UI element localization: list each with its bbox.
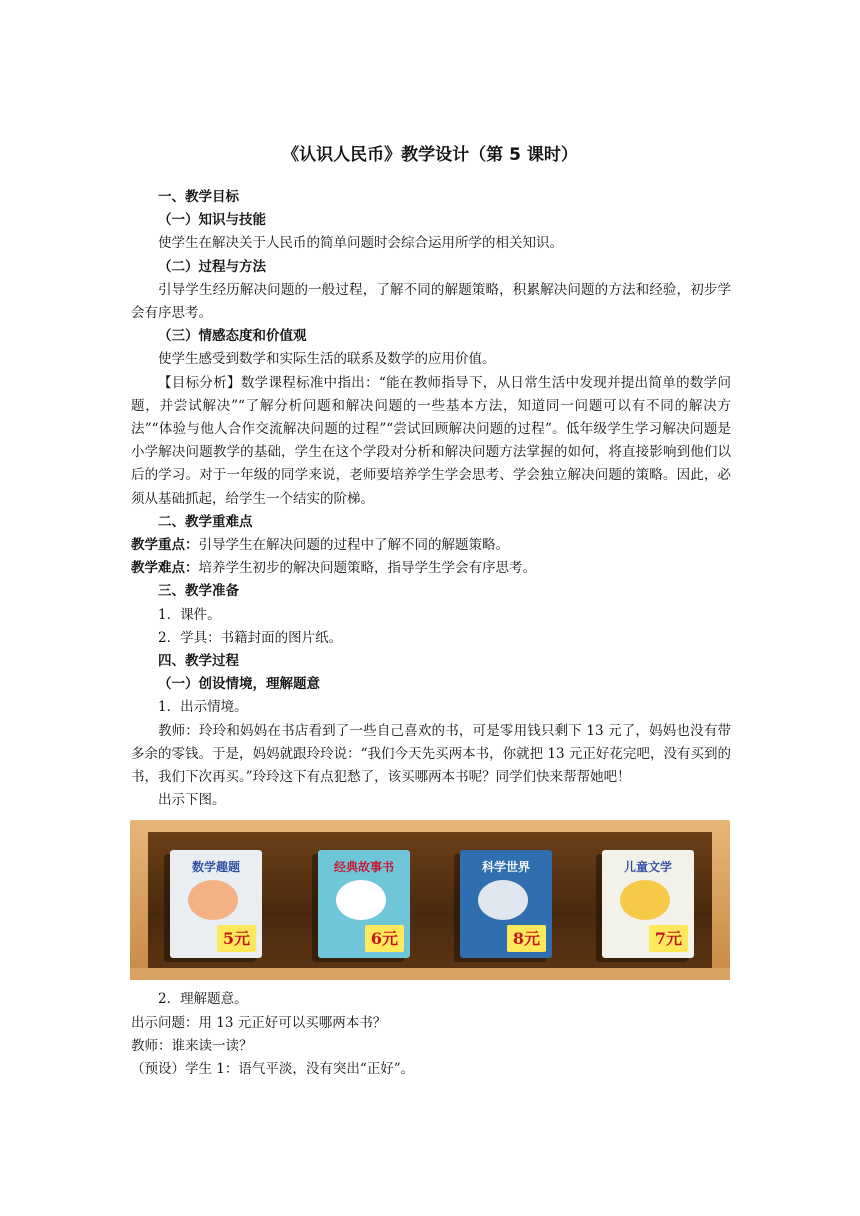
bookshelf-base — [130, 968, 730, 980]
cover-illustration-icon — [478, 880, 528, 920]
section-heading: 二、教学重难点 — [158, 513, 253, 530]
paragraph: 【目标分析】数学课程标准中指出：“能在教师指导下，从日常生活中发现并提出简单的数学问题，并尝试解决”“了解分析问题和解决问题的一些基本方法，知道同一问题可以有不同的解决方法”“体验与他人合作交流解决问题的过程”“尝试回顾解决问题的过程”。低年级学生学习解决问题是小学解决问题教学的基础，学生在这个学段对分析和解决问题方法掌握的如何，将直接影响到他们以后的学习。对于一年级的同学来说，老师要培养学生学会思考、学会独立解决问题的策略。因此，必须从基础抓起，给学生一个结实的阶梯。 — [131, 374, 731, 507]
book-price-tag: 6元 — [365, 925, 404, 952]
book-price-tag: 8元 — [507, 925, 546, 952]
section-heading: （一）创设情境，理解题意 — [158, 676, 320, 693]
section-heading: （三）情感态度和价值观 — [158, 328, 307, 345]
key-point-label: 教学难点： — [131, 560, 199, 577]
section-heading: 一、教学目标 — [158, 189, 239, 205]
paragraph: （预设）学生 1：语气平淡，没有突出“正好”。 — [131, 1061, 415, 1078]
key-point-label: 教学重点： — [131, 537, 199, 554]
cover-illustration-icon — [188, 880, 238, 920]
section-heading: （二）过程与方法 — [158, 258, 266, 275]
paragraph: 引导学生经历解决问题的一般过程，了解不同的解题策略，积累解决问题的方法和经验，初步学会有序思考。 — [131, 281, 731, 322]
section-heading: 四、教学过程 — [158, 653, 239, 670]
book-price-tag: 5元 — [217, 925, 256, 952]
cover-illustration-icon — [336, 880, 386, 920]
document-body — [131, 186, 731, 1081]
section-heading: （一）知识与技能 — [158, 212, 266, 229]
book-title: 数学趣题 — [191, 860, 240, 875]
section-heading: 三、教学准备 — [158, 583, 239, 600]
book-cover — [170, 850, 262, 958]
paragraph: 2．学具：书籍封面的图片纸。 — [158, 629, 343, 646]
book-cover — [318, 850, 410, 958]
book-cover — [460, 850, 552, 958]
paragraph: 出示下图。 — [158, 792, 226, 809]
paragraph: 教师：玲玲和妈妈在书店看到了一些自己喜欢的书，可是零用钱只剩下 13 元了，妈妈也没有带多余的零钱。于是，妈妈就跟玲玲说：“我们今天先买两本书，你就把 13 元正好花完吧，没有买到的书，我们下次再买。”玲玲这下有点犯愁了，该买哪两本书呢？同学们快来帮帮她吧！ — [131, 722, 731, 786]
paragraph: 使学生在解决关于人民币的简单问题时会综合运用所学的相关知识。 — [158, 235, 563, 252]
book-title: 科学世界 — [481, 860, 530, 875]
key-point — [131, 557, 731, 580]
paragraph: 1．出示情境。 — [158, 699, 248, 716]
paragraph: 2．理解题意。 — [158, 991, 248, 1008]
cover-illustration-icon — [620, 880, 670, 920]
paragraph: 使学生感受到数学和实际生活的联系及数学的应用价值。 — [158, 351, 496, 368]
book-title: 儿童文学 — [623, 860, 672, 875]
paragraph: 1．课件。 — [158, 606, 221, 623]
book-price-tag: 7元 — [649, 925, 688, 952]
paragraph: 教师：谁来读一读？ — [131, 1037, 253, 1054]
paragraph: 出示问题：用 13 元正好可以买哪两本书？ — [131, 1014, 387, 1031]
key-point — [131, 534, 731, 557]
book-title: 经典故事书 — [333, 860, 394, 875]
key-point-text: 培养学生初步的解决问题策略，指导学生学会有序思考。 — [198, 560, 536, 577]
bookshelf-image — [130, 820, 730, 980]
book-cover — [602, 850, 694, 958]
key-point-text: 引导学生在解决问题的过程中了解不同的解题策略。 — [198, 537, 509, 554]
document-title: 《认识人民币》教学设计（第 5 课时） — [282, 145, 578, 165]
